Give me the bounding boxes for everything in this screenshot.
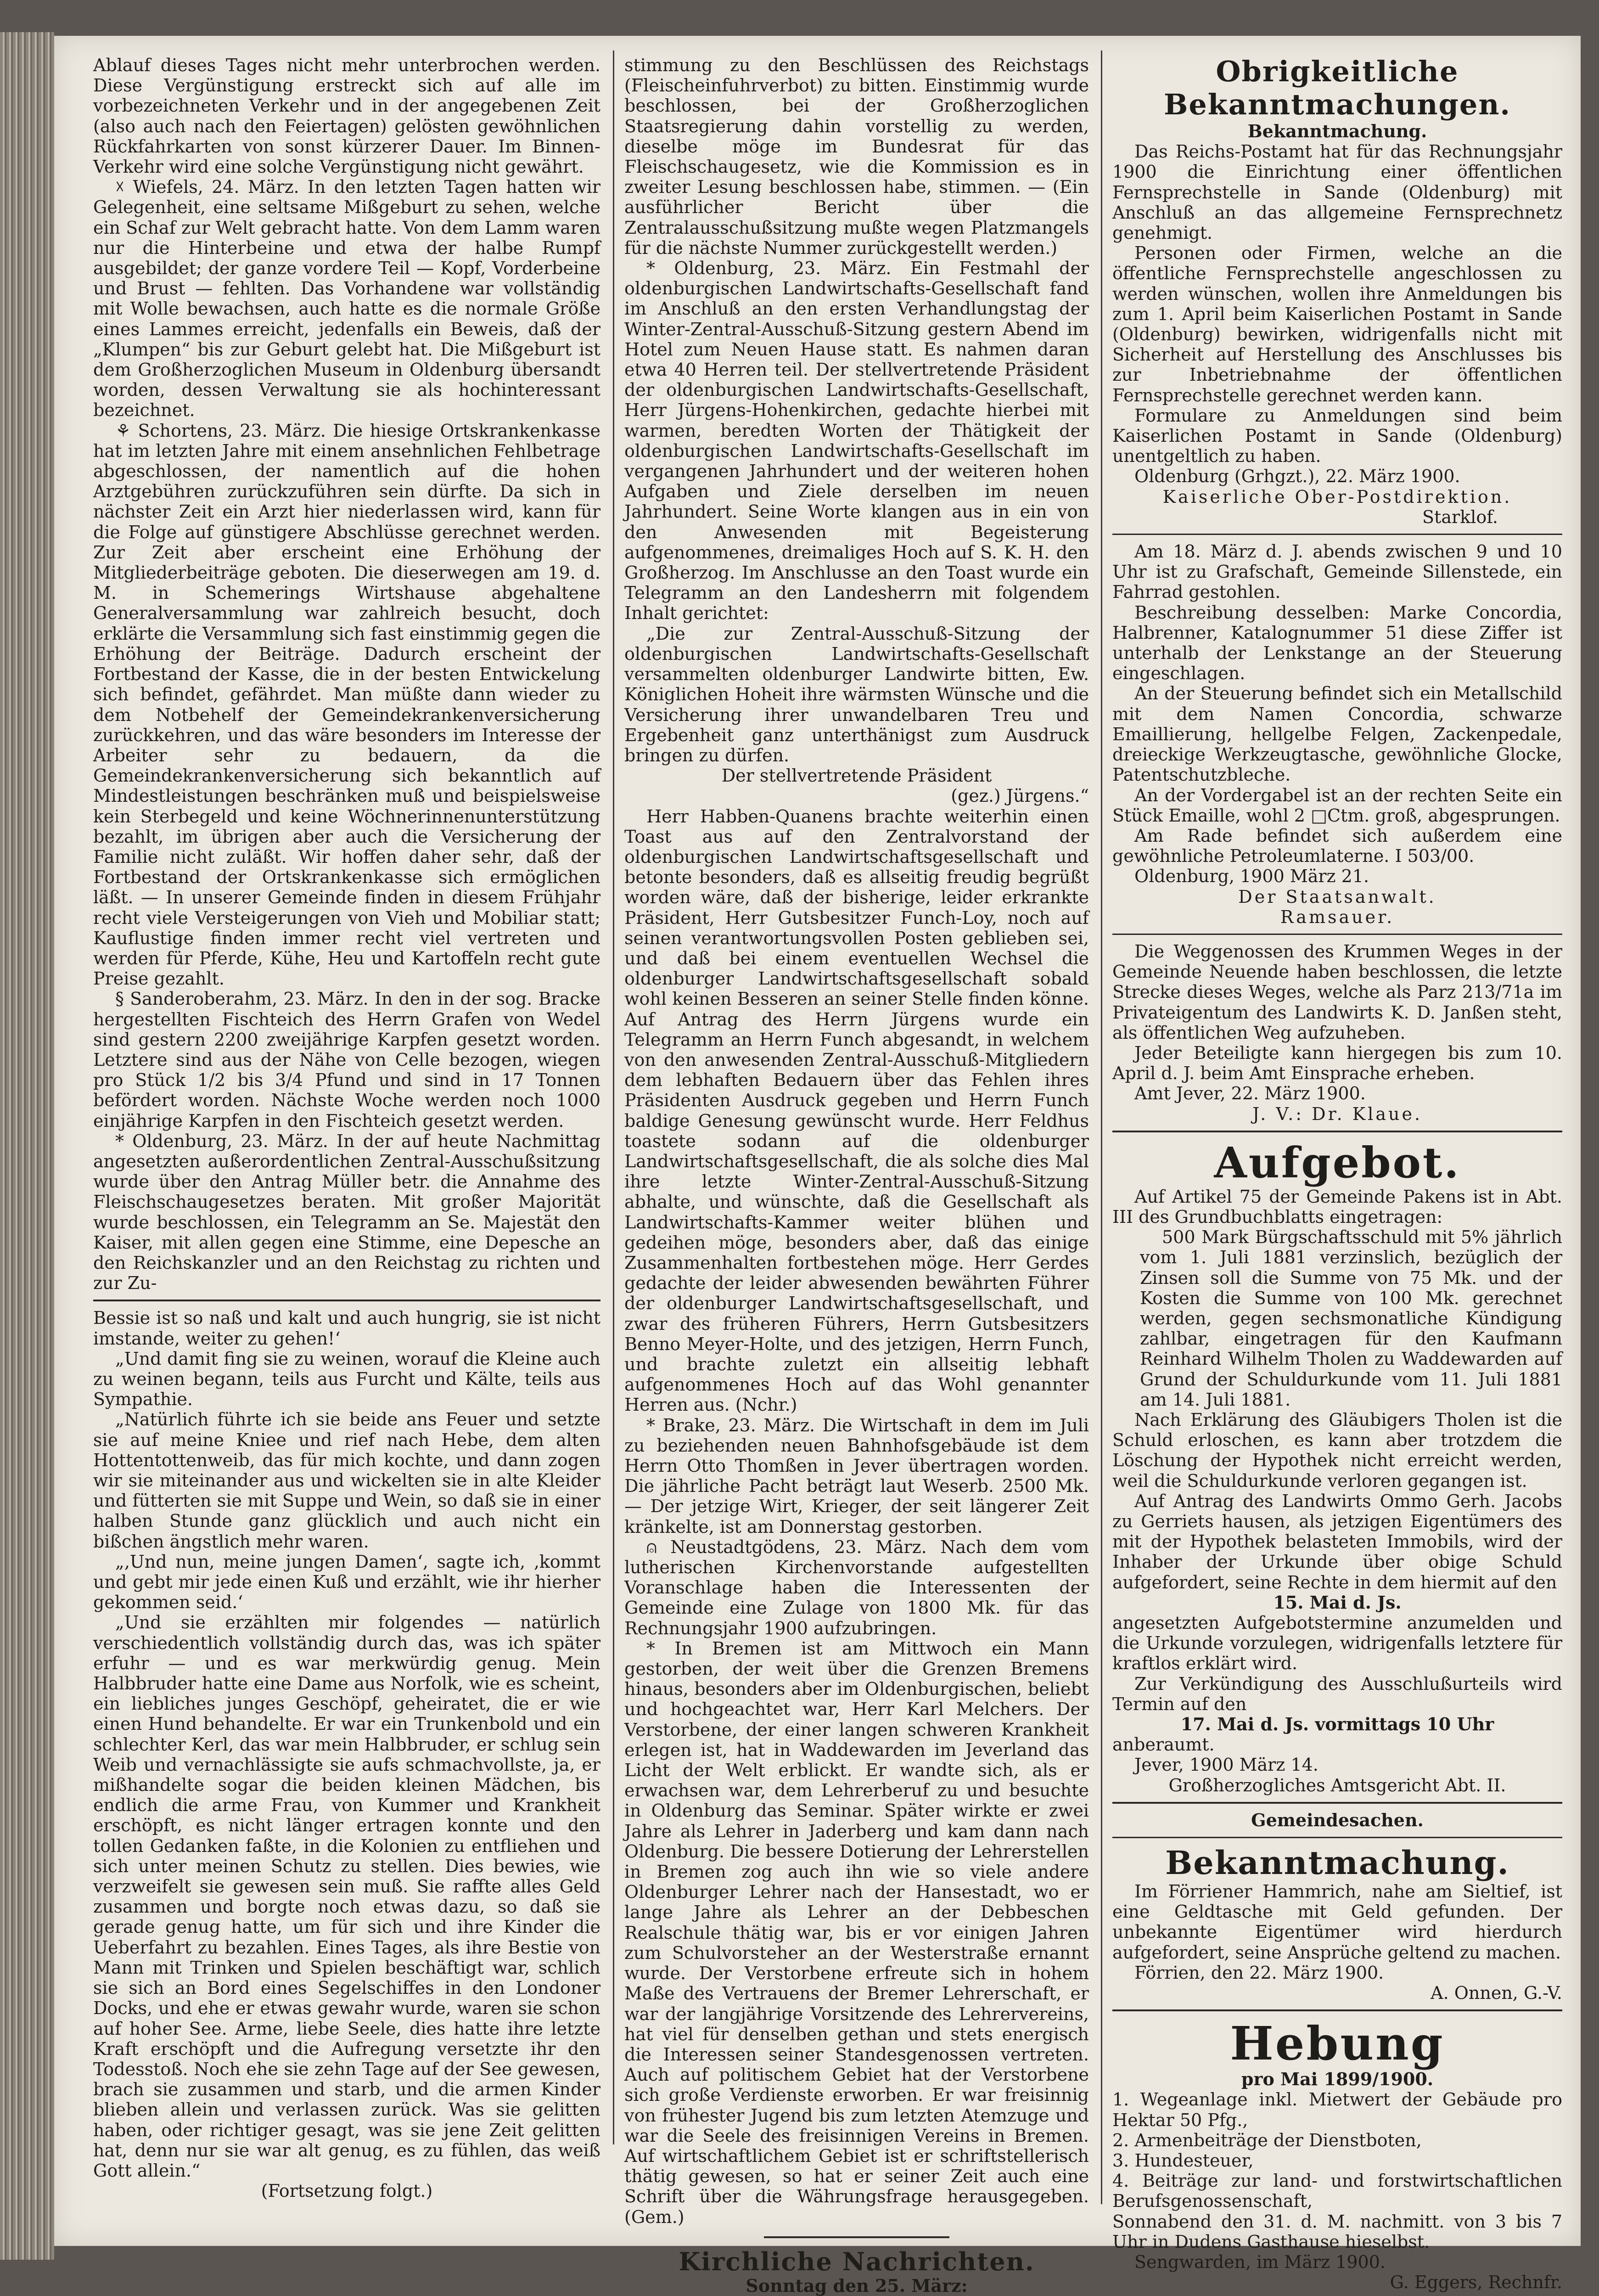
notice-date: Sengwarden, im März 1900.	[1112, 2252, 1562, 2272]
notice-text: An der Steuerung befindet sich ein Metallschild mit dem Namen Concordia, schwarze Emaillierung, hellgelbe Felgen, Zackenpedale, dreieckige Werkzeugtasche, gewöhnliche Glocke, Patentschutzbleche.	[1112, 683, 1562, 785]
notice-divider	[1112, 1802, 1562, 1804]
notice-authority: Kaiserliche Ober-Postdirektion.	[1112, 487, 1562, 507]
notice-heading: Bekanntmachung.	[1112, 121, 1562, 141]
municipal-heading: Gemeindesachen.	[1112, 1810, 1562, 1830]
column-2	[624, 55, 1089, 2177]
telegram-text: „Die zur Zentral-Ausschuß-Sitzung der oldenburgischen Landwirtschafts-Gesellschaft versammelten oldenburger Landwirte bitten, Ew. Königlichen Hoheit ihre wärmsten Wünsche und die Versicherung ihrer unwandelbaren Treu und Ergebenheit ganz unterthänigst zum Ausdruck bringen zu dürfen.	[624, 624, 1089, 765]
notice-authority: Großherzogliches Amtsgericht Abt. II.	[1112, 1775, 1562, 1795]
hebung-heading: Hebung	[1112, 2018, 1562, 2069]
article-bremen-obituary: * In Bremen ist am Mittwoch ein Mann gestorben, der weit über die Grenzen Bremens hinaus, besonders aber im Oldenburgischen, beliebt und hochgeachtet war, Herr Karl Melchers. Der Verstorbene, der einer langen schweren Krankheit erlegen ist, hat in Waddewarden im Jeverland das Licht der Welt erblickt. Er wandte sich, als er erwachsen war, dem Lehrerberuf zu und besuchte in Oldenburg das Seminar. Später wirkte er zwei Jahre als Lehrer in Jaderberg und kam dann nach Oldenburg. Die bessere Dotierung der Lehrerstellen in Bremen zog auch ihn wie so viele andere Oldenburger Lehrer nach der Hansestadt, wo er lange Jahre als Lehrer an der Debbeschen Realschule thätig war, bis er vor einigen Jahren zum Schulvorsteher an der Westerstraße ernannt wurde. Der Verstorbene erfreute sich in hohem Maße des Vertrauens der Bremer Lehrerschaft, er war der langjährige Vorsitzende des Lehrervereins, hat viel für denselben gethan und stets energisch die Interessen seiner Standesgenossen vertreten. Auch auf politischem Gebiet hat der Verstorbene sich große Verdienste erworben. Er war freisinnig von frühester Jugend bis zum letzten Atemzuge und war die Seele des freisinnigen Vereins in Bremen. Auf wirtschaftlichem Gebiet ist er schriftstellerisch thätig gewesen, so hat er seiner Zeit auch eine Schrift über die Währungsfrage herausgegeben. (Gem.)	[624, 1638, 1089, 2227]
notice-divider	[1112, 934, 1562, 935]
notice-date: Oldenburg, 1900 März 21.	[1112, 866, 1562, 886]
telegram-signer-title: Der stellvertretende Präsident	[624, 765, 1089, 786]
article-oldenburg-ausschuss: * Oldenburg, 23. März. In der auf heute Nachmittag angesetzten außerordentlichen Zentral-Ausschußsitzung wurde über den Antrag Müller betr. die Annahme des Fleischschaugesetzes beraten. Mit großer Majorität wurde beschlossen, ein Telegramm an Se. Majestät den Kaiser, mit allen gegen eine Stimme, eine Depesche an den Reichskanzler und an den Reichstag zu richten und zur Zu-	[93, 1131, 600, 1294]
notice-divider	[1112, 1131, 1562, 1132]
church-news-heading: Kirchliche Nachrichten.	[624, 2247, 1089, 2276]
article-neustadtgoedens: ⍝ Neustadtgödens, 23. März. Nach dem vom lutherischen Kirchenvorstande aufgestellten Voranschlage haben die Interessenten der Gemeinde eine Zulage von 1800 Mk. für das Rechnungsjahr 1900 aufzubringen.	[624, 1537, 1089, 1638]
notice-text: Am Rade befindet sich außerdem eine gewöhnliche Petroleumlaterne. I 503/00.	[1112, 826, 1562, 866]
feuilleton-paragraph: „Und sie erzählten mir folgendes — natürlich verschiedentlich vollständig durch das, was ich später erfuhr — und es war merkwürdig genug. Mein Halbbruder hatte eine Dame aus Norfolk, wie es scheint, ein liebliches junges Geschöpf, geheiratet, die er wie einen Hund behandelte. Er war ein Trunkenbold und ein schlechter Kerl, das war mein Halbbruder, er schlug sein Weib und vernachlässigte sie aufs schmachvollste, ja, er mißhandelte sogar die beiden kleinen Mädchen, bis endlich die arme Frau, von Kummer und Krankheit erschöpft, es nicht länger ertragen konnte und den tollen Gedanken faßte, in die Kolonien zu entfliehen und sich unter meinen Schutz zu stellen. Dies bewies, wie verzweifelt sie gewesen sein muß. Sie raffte alles Geld zusammen und borgte noch etwas dazu, so daß sie gerade genug hatte, um für sich und ihre Kinder die Ueberfahrt zu bezahlen. Eines Tages, als ihre Bestie von Mann mit Trinken und Spielen beschäftigt war, schlich sie sich an Bord eines Segelschiffes in den Londoner Docks, und ehe er etwas gewahr wurde, waren sie schon auf hoher See. Arme, liebe Seele, dies hatte ihre letzte Kraft erschöpft und die Aufregung versetzte ihr den Todesstoß. Noch ehe sie zehn Tage auf der See gewesen, brach sie zusammen und starb, und die armen Kinder blieben allein und verlassen zurück. Was sie gelitten haben, oder richtiger gesagt, was sie jene Zeit gelitten hat, denn nur sie war alt genug, es zu fühlen, das weiß Gott allein.“	[93, 1612, 600, 2181]
column-rule-right	[1101, 51, 1102, 2204]
hebung-time: Sonnabend den 31. d. M. nachmitt. von 3 bis 7 Uhr in Dudens Gasthause hieselbst.	[1112, 2212, 1562, 2252]
notice-signature: G. Eggers, Rechnfr.	[1112, 2272, 1562, 2292]
notice-date: Förrien, den 22. März 1900.	[1112, 1963, 1562, 1983]
notice-signature: J. V.: Dr. Klaue.	[1112, 1104, 1562, 1124]
article-sanderoberahm: § Sanderoberahm, 23. März. In den in der sog. Bracke hergestellten Fischteich des Herrn Grafen von Wedel sind gestern 2200 zweijährige Karpfen gesetzt worden. Letztere sind aus der Nähe von Celle bezogen, wiegen pro Stück 1/2 bis 3/4 Pfund und sind in 17 Tonnen befördert worden. Nächste Woche werden noch 1000 einjährige Karpfen in den Fischteich gesetzt werden.	[93, 989, 600, 1131]
feuilleton-continued: (Fortsetzung folgt.)	[93, 2181, 600, 2201]
feuilleton-paragraph: „Und damit fing sie zu weinen, worauf die Kleine auch zu weinen begann, teils aus Furcht und Kälte, teils aus Sympathie.	[93, 1349, 600, 1410]
column-rule-left	[613, 51, 614, 2144]
aufgebot-heading: Aufgebot.	[1112, 1139, 1562, 1187]
article-brake: * Brake, 23. März. Die Wirtschaft in dem im Juli zu beziehenden neuen Bahnhofsgebäude ist dem Herrn Otto Thomßen in Jever übertragen worden. Die jährliche Pacht beträgt laut Weserb. 2500 Mk. — Der jetzige Wirt, Krieger, der seit längerer Zeit kränkelte, ist am Donnerstag gestorben.	[624, 1415, 1089, 1537]
hebung-item: 4. Beiträge zur land- und forstwirtschaftlichen Berufsgenossenschaft,	[1112, 2171, 1562, 2211]
notice-date-bold: 17. Mai d. Js. vormittags 10 Uhr	[1112, 1714, 1562, 1734]
telegram-signature: (gez.) Jürgens.“	[624, 786, 1089, 806]
notice-text: Personen oder Firmen, welche an die öffentliche Fernsprechstelle angeschlossen zu werden wünschen, wollen ihre Anmeldungen bis zum 1. April beim Kaiserlichen Postamt in Sande (Oldenburg) bewirken, widrigenfalls nicht mit Sicherheit auf Herstellung des Anschlusses bis zur Inbetriebnahme der öffentlichen Fernsprechstelle gerechnet werden kann.	[1112, 243, 1562, 405]
hebung-item: 3. Hundesteuer,	[1112, 2150, 1562, 2171]
notice-text: Beschreibung desselben: Marke Concordia, Halbrenner, Katalognummer 51 diese Ziffer ist unterhalb der Lenkstange an der Steuerung eingeschlagen.	[1112, 602, 1562, 684]
book-page-edges	[0, 32, 54, 2260]
notice-text: 500 Mark Bürgschaftsschuld mit 5% jährlich vom 1. Juli 1881 verzinslich, bezüglich der Zinsen soll die Summe von 75 Mk. und der Kosten die Summe von 100 Mk. gerechnet werden, gegen sechsmonatliche Kündigung zahlbar, eingetragen für den Kaufmann Reinhard Wilhelm Tholen zu Waddewarden auf Grund der Schuldurkunde vom 11. Juli 1881 am 14. Juli 1881.	[1112, 1227, 1562, 1410]
notice-text: anberaumt.	[1112, 1734, 1562, 1755]
notice-text: Formulare zu Anmeldungen sind beim Kaiserlichen Postamt in Sande (Oldenburg) unentgeltlich zu haben.	[1112, 405, 1562, 467]
notice-date: Jever, 1900 März 14.	[1112, 1755, 1562, 1775]
notice-text: Auf Antrag des Landwirts Ommo Gerh. Jacobs zu Gerriets hausen, als jetzigen Eigentümers des mit der Hypothek belasteten Immobils, wird der Inhaber der Urkunde über obige Schuld aufgefordert, seine Rechte in dem hiermit auf den	[1112, 1491, 1562, 1593]
notice-text: Auf Artikel 75 der Gemeinde Pakens ist in Abt. III des Grundbuchblatts eingetragen:	[1112, 1187, 1562, 1227]
hebung-item: 2. Armenbeiträge der Dienstboten,	[1112, 2130, 1562, 2150]
notice-date-bold: 15. Mai d. Js.	[1112, 1593, 1562, 1613]
notice-text: Nach Erklärung des Gläubigers Tholen ist die Schuld erloschen, es kann aber trotzdem die Löschung der Hypothek nicht erreicht werden, weil die Schuldurkunde verloren gegangen ist.	[1112, 1410, 1562, 1491]
notice-text: Das Reichs-Postamt hat für das Rechnungsjahr 1900 die Einrichtung einer öffentlichen Fernsprechstelle in Sande (Oldenburg) mit Anschluß an das allgemeine Fernsprechnetz genehmigt.	[1112, 141, 1562, 243]
article-holiday-tickets-end: Ablauf dieses Tages nicht mehr unterbrochen werden. Diese Vergünstigung erstreckt sich auf alle im vorbezeichneten Verkehr und in der angegebenen Zeit (also auch nach den Feiertagen) gelösten gewöhnlichen Rückfahrkarten von sonst kürzerer Dauer. Im Binnen-Verkehr wird eine solche Vergünstigung nicht gewährt.	[93, 55, 600, 177]
notice-signature: Ramsauer.	[1112, 907, 1562, 927]
feuilleton-divider	[93, 1300, 600, 1301]
notice-signature: Starklof.	[1112, 507, 1562, 527]
notice-text: angesetzten Aufgebotstermine anzumelden und die Urkunde vorzulegen, widrigenfalls letztere für kraftlos erklärt wird.	[1112, 1613, 1562, 1674]
article-oldenburg-festmahl: * Oldenburg, 23. März. Ein Festmahl der oldenburgischen Landwirtschafts-Gesellschaft fand im Anschluß an den ersten Verhandlungstag der Winter-Zentral-Ausschuß-Sitzung gestern Abend im Hotel zum Neuen Hause statt. Es nahmen daran etwa 40 Herren teil. Der stellvertretende Präsident der oldenburgischen Landwirtschafts-Gesellschaft, Herr Jürgens-Hohenkirchen, gedachte hierbei mit warmen, beredten Worten der Thätigkeit der oldenburgischen Landwirtschafts-Gesellschaft im vergangenen Jahrhundert und der weiteren hohen Aufgaben und Ziele derselben im neuen Jahrhundert. Seine Worte klangen aus in ein von den Anwesenden mit Begeisterung aufgenommenes, dreimaliges Hoch auf S. K. H. den Großherzog. Im Anschlusse an den Toast wurde ein Telegramm an den Landesherrn mit folgendem Inhalt gerichtet:	[624, 258, 1089, 624]
short-divider	[764, 2236, 950, 2238]
feuilleton-paragraph: Bessie ist so naß und kalt und auch hungrig, sie ist nicht imstande, weiter zu gehen!‘	[93, 1308, 600, 1348]
article-schortens: ⚘ Schortens, 23. März. Die hiesige Ortskrankenkasse hat im letzten Jahre mit einem ansehnlichen Fehlbetrage abgeschlossen, der namentlich auf die hohen Arztgebühren zurückzuführen sein dürfte. Da sich in nächster Zeit ein Arzt hier niederlassen wird, kann für die Folge auf günstigere Abschlüsse gerechnet werden. Zur Zeit aber erscheint eine Erhöhung der Mitgliederbeiträge geboten. Die dieserwegen am 19. d. M. in Schemerings Wirtshause abgehaltene Generalversammlung war zahlreich besucht, doch erklärte die Versammlung sich fast einstimmig gegen die Erhöhung der Beiträge. Dadurch erscheint der Fortbestand der Kasse, die in der besten Entwickelung sich befindet, gefährdet. Man müßte dann wieder zu dem Notbehelf der Gemeindekrankenversicherung zurückkehren, und das wäre besonders im Interesse der Arbeiter sehr zu bedauern, da die Gemeindekrankenversicherung sich bekanntlich auf Mindestleistungen beschränken muß und beispielsweise kein Sterbegeld und keine Wöchnerinnenunterstützung bezahlt, im übrigen aber auch die Versicherung der Familie nicht zuläßt. Wir hoffen daher sehr, daß der Fortbestand der Ortskrankenkasse sich ermöglichen läßt. — In unserer Gemeinde finden in diesem Frühjahr recht viele Versteigerungen von Vieh und Mobiliar statt; Kauflustige finden immer recht viel vertreten und werden für Pferde, Kühe, Heu und Kartoffeln recht gute Preise gezahlt.	[93, 421, 600, 989]
notice-text: An der Vordergabel ist an der rechten Seite ein Stück Emaille, wohl 2 □Ctm. groß, abgesprungen.	[1112, 785, 1562, 826]
article-toasts: Herr Habben-Quanens brachte weiterhin einen Toast aus auf den Zentralvorstand der oldenburgischen Landwirtschaftsgesellschaft und betonte besonders, daß es allseitig freudig begrüßt worden wäre, daß der bisherige, leider erkrankte Präsident, Herr Gutsbesitzer Funch-Loy, noch auf seinen verantwortungsvollen Posten geblieben sei, und daß bei einem eventuellen Wechsel die oldenburger Landwirtschaftsgesellschaft sobald wohl keinen Besseren an seiner Stelle finden könne. Auf Antrag des Herrn Jürgens wurde ein Telegramm an Herrn Funch abgesandt, in welchem von den anwesenden Zentral-Ausschuß-Mitgliedern dem lebhaften Bedauern über das Fehlen ihres Präsidenten Ausdruck gegeben und Herrn Funch baldige Genesung gewünscht wurde. Herr Feldhus toastete sodann auf die oldenburger Landwirtschaftsgesellschaft, die als solche dies Mal ihre letzte Winter-Zentral-Ausschuß-Sitzung abhalte, und wünschte, daß die Gesellschaft als Landwirtschafts-Kammer weiter blühen und gedeihen möge, besonders aber, daß das einige Zusammenhalten fortbestehen möge. Herr Gerdes gedachte der leider abwesenden bewährten Führer der oldenburger Landwirtschaftsgesellschaft, und zwar des früheren Führers, Herrn Gutsbesitzers Benno Meyer-Holte, und des jetzigen, Herrn Funch, und brachte zuletzt ein allseitig lebhaft aufgenommenes Hoch auf das Wohl genannter Herren aus. (Nchr.)	[624, 806, 1089, 1415]
notice-date: Amt Jever, 22. März 1900.	[1112, 1083, 1562, 1103]
notice-text: Zur Verkündigung des Ausschlußurteils wird Termin auf den	[1112, 1674, 1562, 1714]
notice-divider	[1112, 1837, 1562, 1838]
feuilleton-paragraph: „‚Und nun, meine jungen Damen‘, sagte ich, ‚kommt und gebt mir jede einen Kuß und erzählt, wie ihr hierher gekommen seid.‘	[93, 1552, 600, 1613]
municipal-notice-heading: Bekanntmachung.	[1112, 1845, 1562, 1881]
notice-text: Im Förriener Hammrich, nahe am Sieltief, ist eine Geldtasche mit Geld gefunden. Der unbekannte Eigentümer wird hierdurch aufgefordert, seine Ansprüche geltend zu machen.	[1112, 1881, 1562, 1963]
notice-signature: A. Onnen, G.-V.	[1112, 1983, 1562, 2003]
church-date: Sonntag den 25. März:	[624, 2276, 1089, 2296]
official-notices-heading: Obrigkeitliche Bekanntmachungen.	[1112, 55, 1562, 121]
notice-divider	[1112, 2009, 1562, 2011]
hebung-item: 1. Wegeanlage inkl. Mietwert der Gebäude pro Hektar 50 Pfg.,	[1112, 2089, 1562, 2130]
column-1	[93, 55, 600, 2204]
notice-divider	[1112, 534, 1562, 535]
notice-text: Am 18. März d. J. abends zwischen 9 und 10 Uhr ist zu Grafschaft, Gemeinde Sillenstede, ein Fahrrad gestohlen.	[1112, 541, 1562, 602]
article-wiefels: ☓ Wiefels, 24. März. In den letzten Tagen hatten wir Gelegenheit, eine seltsame Mißgeburt zu sehen, welche ein Schaf zur Welt gebracht hatte. Von dem Lamm waren nur die Hinterbeine und etwa der halbe Rumpf ausgebildet; der ganze vordere Teil — Kopf, Vorderbeine und Brust — fehlten. Das Vorhandene war vollständig mit Wolle bewachsen, auch hatte es die normale Größe eines Lammes erreicht, jedenfalls ein Beweis, daß der „Klumpen“ bis zur Geburt gelebt hat. Die Mißgeburt ist dem Großherzoglichen Museum in Oldenburg übersandt worden, dessen Verwaltung sie als hochinteressant bezeichnet.	[93, 177, 600, 420]
hebung-subheading: pro Mai 1899/1900.	[1112, 2069, 1562, 2089]
notice-text: Jeder Beteiligte kann hiergegen bis zum 10. April d. J. beim Amt Einsprache erheben.	[1112, 1043, 1562, 1083]
article-ausschuss-continued: stimmung zu den Beschlüssen des Reichstags (Fleischeinfuhrverbot) zu bitten. Einstimmig wurde beschlossen, bei der Großherzoglichen Staatsregierung dahin vorstellig zu werden, dieselbe möge im Bundesrat für das Fleischschaugesetz, wie die Kommission es in zweiter Lesung beschlossen habe, stimmen. — (Ein ausführlicher Bericht über die Zentralausschußsitzung mußte wegen Platzmangels für die nächste Nummer zurückgestellt werden.)	[624, 55, 1089, 258]
notice-authority: Der Staatsanwalt.	[1112, 887, 1562, 907]
column-3	[1112, 55, 1562, 2213]
feuilleton-paragraph: „Natürlich führte ich sie beide ans Feuer und setzte sie auf meine Kniee und rief nach Hebe, dem alten Hottentottenweib, das für mich kochte, und dann zogen wir sie miteinander aus und wickelten sie in alte Kleider und fütterten sie mit Suppe und Wein, so daß sie in einer halben Stunde ganz glücklich und auch nicht ein bißchen ängstlich mehr waren.	[93, 1409, 600, 1551]
notice-text: Die Weggenossen des Krummen Weges in der Gemeinde Neuende haben beschlossen, die letzte Strecke dieses Weges, welche als Parz 213/71a im Privateigentum des Landwirts K. D. Janßen steht, als öffentlichen Weg aufzuheben.	[1112, 941, 1562, 1043]
notice-date: Oldenburg (Grhgzt.), 22. März 1900.	[1112, 466, 1562, 486]
